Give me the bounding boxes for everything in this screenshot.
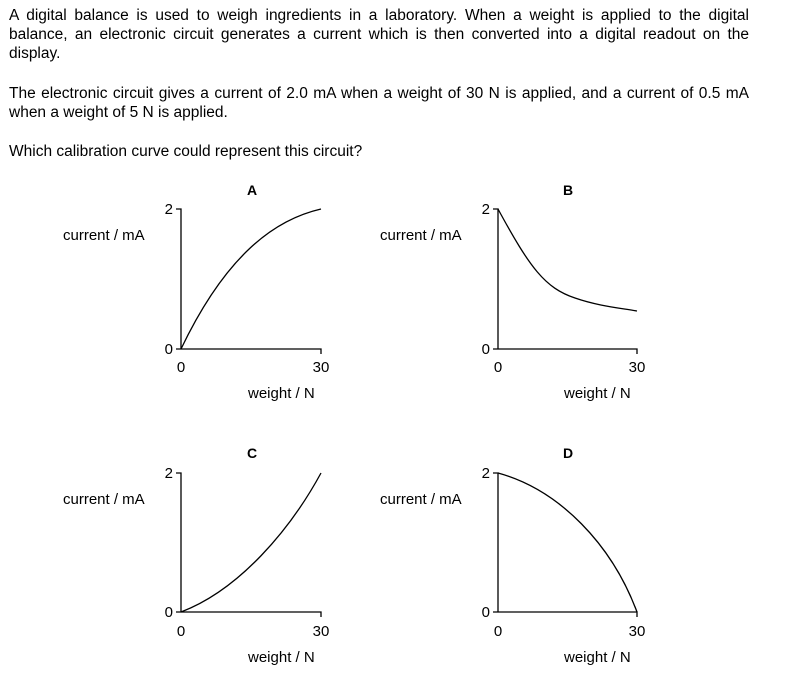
- graph-d-xlabel: weight / N: [564, 649, 631, 666]
- graph-b-xtick-0: 0: [493, 359, 503, 376]
- graph-d-curve: [498, 473, 637, 612]
- graph-c-xtick-30: 30: [312, 623, 330, 640]
- question-paragraph-2: The electronic circuit gives a current of 2.0 mA when a weight of 30 N is applied, and a current of 0.5 mA when a weight of 5 N is applied.: [9, 85, 749, 121]
- graph-b-ytick-2: 2: [481, 201, 490, 218]
- question-paragraph-1: A digital balance is used to weigh ingredients in a laboratory. When a weight is applied to the digital balance, an electronic circuit generates a current which is then converted into a digital readout on the display.: [9, 7, 749, 62]
- graph-b-letter: B: [562, 182, 574, 198]
- graph-d-axes: [493, 473, 637, 617]
- graph-d-ytick-2: 2: [481, 465, 490, 482]
- graph-c-axes: [176, 473, 321, 617]
- graph-d-ytick-0: 0: [481, 604, 490, 621]
- graph-a-xtick-0: 0: [176, 359, 186, 376]
- graph-a-ytick-2: 2: [164, 201, 173, 218]
- question-paragraph-3: Which calibration curve could represent this circuit?: [9, 143, 363, 160]
- graph-d-letter: D: [562, 445, 574, 461]
- graph-d-xtick-0: 0: [493, 623, 503, 640]
- graph-c-xlabel: weight / N: [248, 649, 315, 666]
- graph-b-curve: [498, 209, 637, 311]
- graph-a-xtick-30: 30: [312, 359, 330, 376]
- graph-a-letter: A: [246, 182, 258, 198]
- graph-a: [63, 182, 329, 402]
- graph-c-curve: [181, 473, 321, 612]
- graph-d: [380, 445, 645, 666]
- graph-c: [63, 445, 329, 666]
- graph-b-axes: [493, 209, 637, 354]
- graph-c-ytick-2: 2: [164, 465, 173, 482]
- graph-a-ytick-0: 0: [164, 341, 173, 358]
- graph-c-ytick-0: 0: [164, 604, 173, 621]
- graph-d-xtick-30: 30: [628, 623, 646, 640]
- graph-c-ylabel: current / mA: [63, 491, 145, 508]
- graph-b-ytick-0: 0: [481, 341, 490, 358]
- graph-a-xlabel: weight / N: [248, 385, 315, 402]
- graph-a-curve: [181, 209, 321, 349]
- graph-b: [380, 182, 645, 402]
- graph-a-ylabel: current / mA: [63, 227, 145, 244]
- graph-b-xtick-30: 30: [628, 359, 646, 376]
- graph-c-letter: C: [246, 445, 258, 461]
- graph-b-ylabel: current / mA: [380, 227, 462, 244]
- graph-c-xtick-0: 0: [176, 623, 186, 640]
- graph-b-xlabel: weight / N: [564, 385, 631, 402]
- graph-d-ylabel: current / mA: [380, 491, 462, 508]
- graph-a-axes: [176, 209, 321, 354]
